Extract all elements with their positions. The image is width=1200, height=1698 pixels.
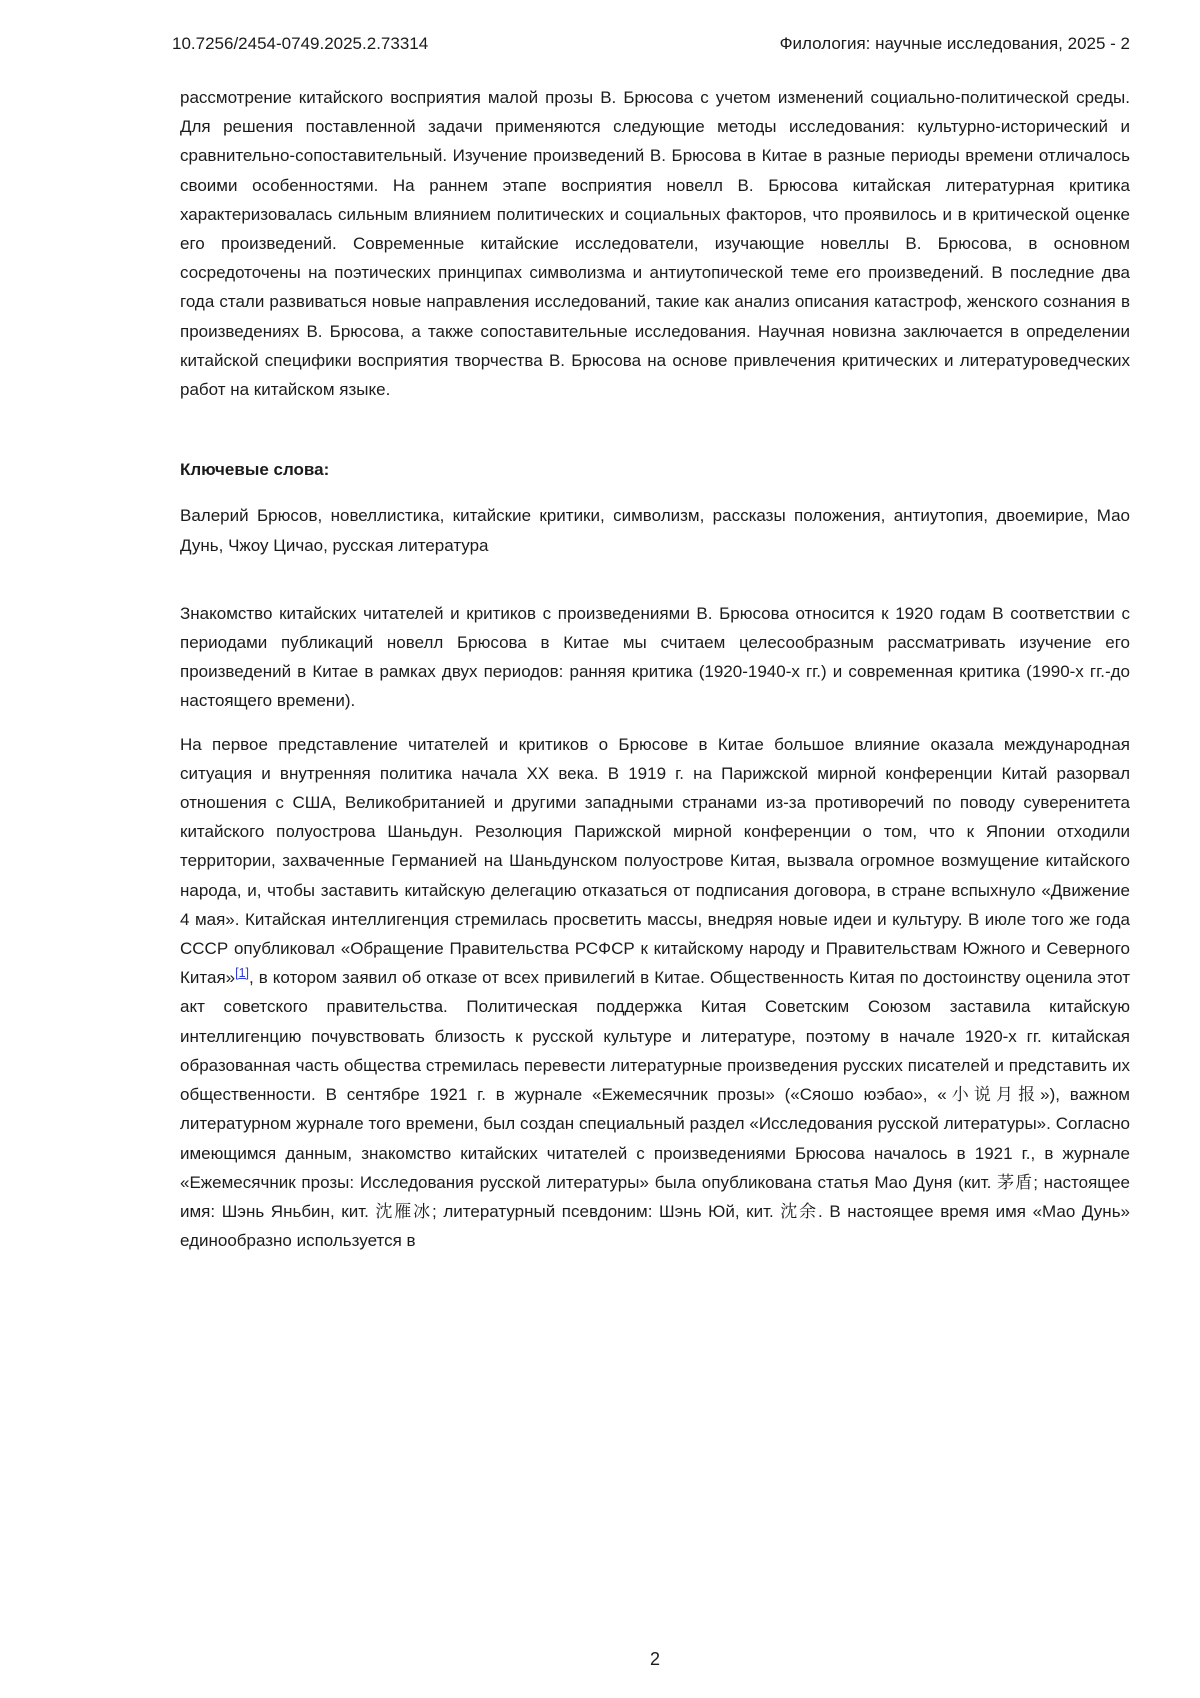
intro-paragraph: Знакомство китайских читателей и критиков с произведениями В. Брюсова относится к 1920 годам В соответствии с периодами публикаций новелл Брюсова в Китае мы считаем целесообразным рассматривать изучение его произведений в Китае в рамках двух периодов: ранняя критика (1920-1940-х гг.) и современная критика (1990-х гг.-до настоящего времени). [180, 603, 1130, 711]
history-text-part2: , в котором заявил об отказе от всех привилегий в Китае. Общественность Китая по достоинству оценила этот акт советского правительства. Политическая поддержка Китая Советским Союзом заставила китайскую интеллигенцию почувствовать близость к русской культуре и литературе, поэтому в начале 1920-х гг. китайская образованная часть общества стремилась перевести литературные произведения русских писателей и представить их общественности. В сентябре 1921 г. в журнале «Ежемесячник прозы» («Сяошо юэбао», «小说月报»), важном литературном журнале того времени, был создан специальный раздел «Исследования русской литературы». Согласно имеющимся данным, знакомство китайских читателей с произведениями Брюсова началось в 1921 г., в журнале «Ежемесячник прозы: Исследования русской литературы» была опубликована статья Мао Дуня (кит. 茅盾; настоящее имя: Шэнь Яньбин, кит. 沈雁冰; литературный псевдоним: Шэнь Юй, кит. 沈余. В настоящее время имя «Мао Дунь» единообразно используется в [180, 968, 1130, 1251]
footnote-superscript [235, 965, 249, 981]
footnote-1-link[interactable]: [1] [235, 965, 250, 980]
doi-label: 10.7256/2454-0749.2025.2.73314 [172, 34, 429, 53]
keywords-list: Валерий Брюсов, новеллистика, китайские критики, символизм, рассказы положения, антиутопия, двоемирие, Мао Дунь, Чжоу Цичао, русская литература [180, 506, 1130, 555]
article-body [0, 83, 1200, 1255]
page-number: 2 [649, 1649, 660, 1669]
journal-title: Филология: научные исследования, 2025 - 2 [779, 34, 1130, 53]
history-text-part1: На первое представление читателей и критиков о Брюсове в Китае большое влияние оказала международная ситуация и внутренняя политика начала XX века. В 1919 г. на Парижской мирной конференции Китай разорвал отношения с США, Великобританией и другими западными странами из-за противоречий по поводу суверенитета китайского полуострова Шаньдун. Резолюция Парижской мирной конференции о том, что к Японии отходили территории, захваченные Германией на Шаньдунском полуострове Китая, вызвала огромное возмущение китайского народа, и, чтобы заставить китайскую делегацию отказаться от подписания договора, в стране вспыхнуло «Движение 4 мая». Китайская интеллигенция стремилась просветить массы, внедряя новые идеи и культуру. В июле того же года СССР опубликовал «Обращение Правительства РСФСР к китайскому народу и Правительствам Южного и Северного Китая» [180, 734, 1130, 988]
keywords-heading: Ключевые слова: [180, 460, 330, 480]
history-paragraph [180, 730, 1130, 1256]
page-footer [180, 1649, 1130, 1670]
abstract-continuation-paragraph: рассмотрение китайского восприятия малой прозы В. Брюсова с учетом изменений социально-политической среды. Для решения поставленной задачи применяются следующие методы исследования: культурно-исторический и сравнительно-сопоставительный. Изучение произведений В. Брюсова в Китае в разные периоды времени отличалось своими особенностями. На раннем этапе восприятия новелл В. Брюсова китайская литературная критика характеризовалась сильным влиянием политических и социальных факторов, что проявилось и в критической оценке его произведений. Современные китайские исследователи, изучающие новеллы В. Брюсова, в основном сосредоточены на поэтических принципах символизма и антиутопической теме его произведений. В последние два года стали развиваться новые направления исследований, такие как анализ описания катастроф, женского сознания в произведениях В. Брюсова, а также сопоставительные исследования. Научная новизна заключается в определении китайской специфики восприятия творчества В. Брюсова на основе привлечения критических и литературоведческих работ на китайском языке. [180, 88, 1130, 400]
page-header [0, 0, 1200, 54]
